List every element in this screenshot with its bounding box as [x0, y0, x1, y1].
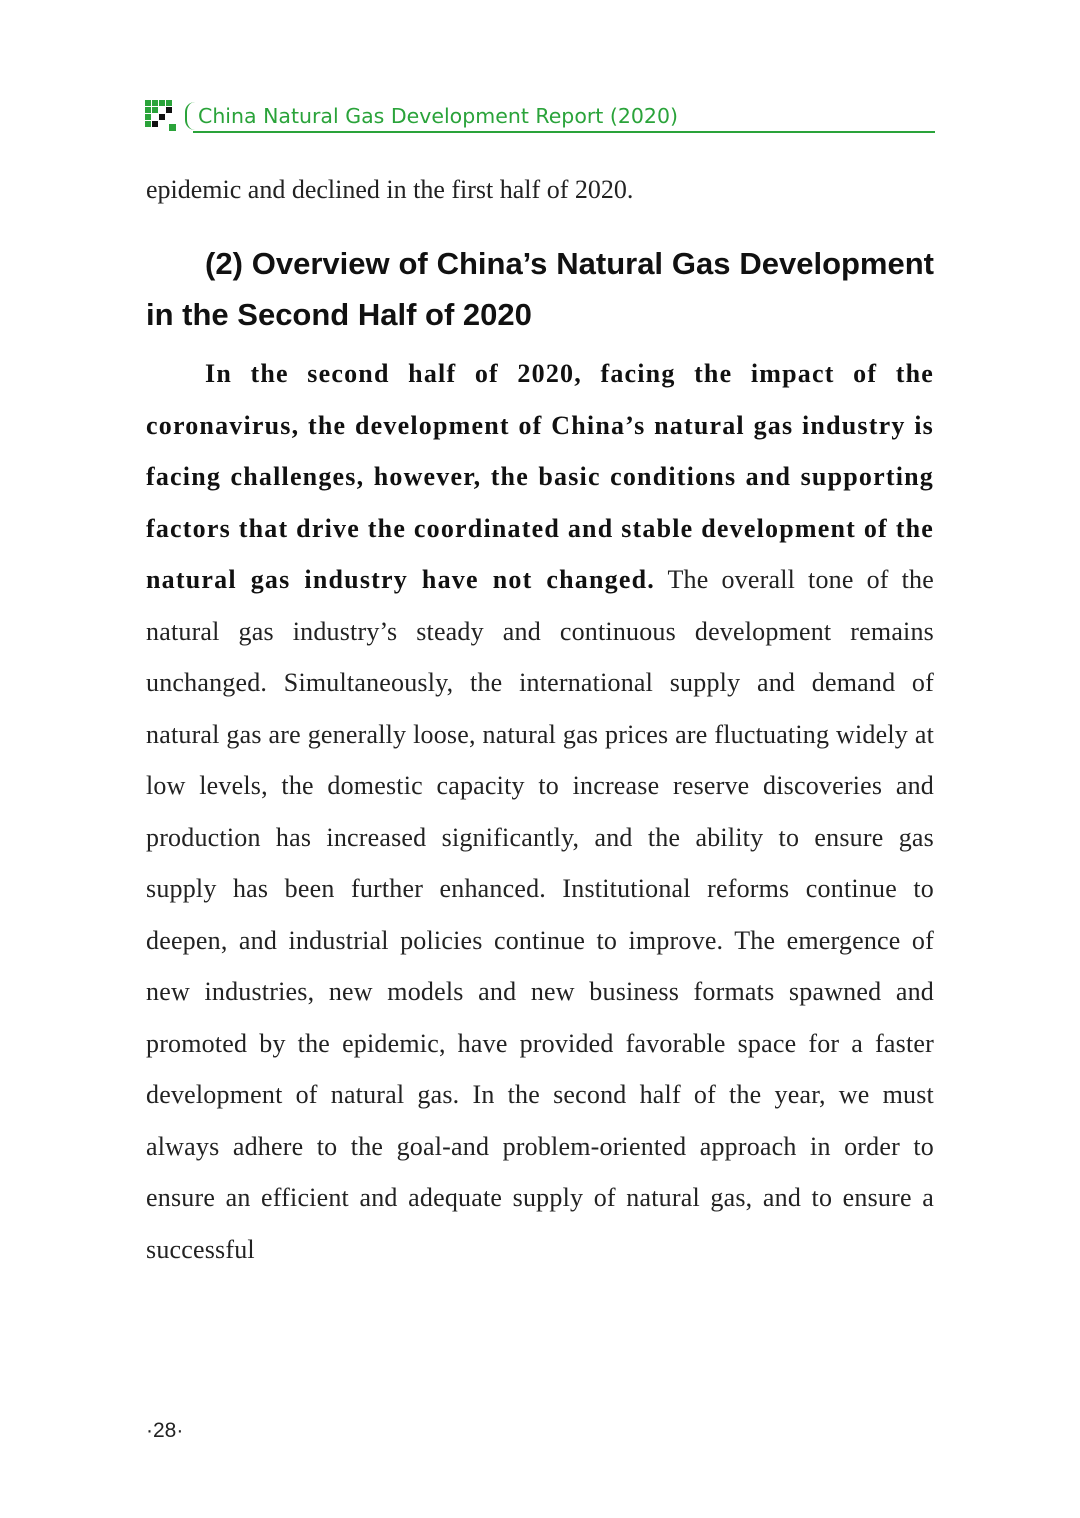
body-paragraph: [146, 348, 934, 1275]
running-header: [145, 100, 935, 134]
header-bracket: [185, 102, 197, 130]
bold-intro: In the second half of 2020, facing the impact of the coronavirus, the development of China’s natural gas industry is facing challenges, however, the basic conditions and supporting factors that drive the coordinated and stable development of the natural gas industry have not changed.: [146, 359, 934, 594]
page-number: ·28·: [146, 1419, 184, 1442]
section-heading: (2) Overview of China’s Natural Gas Development in the Second Half of 2020: [146, 246, 934, 332]
lead-text: epidemic and declined in the first half of 2020.: [146, 175, 634, 204]
body-text: The overall tone of the natural gas industry’s steady and continuous development remains unchanged. Simultaneously, the international supply and demand of natural gas are generally loose, natural gas prices are fluctuating widely at low levels, the domestic capacity to increase reserve discoveries and production has increased significantly, and the ability to ensure gas supply has been further enhanced. Institutional reforms continue to deepen, and industrial policies continue to improve. The emergence of new industries, new models and new business formats spawned and promoted by the epidemic, have provided favorable space for a faster development of natural gas. In the second half of the year, we must always adhere to the goal-and problem-oriented approach in order to ensure an efficient and adequate supply of natural gas, and to ensure a successful: [146, 565, 934, 1264]
header-rule: [193, 131, 935, 133]
header-title: China Natural Gas Development Report (2020): [198, 104, 679, 128]
pixel-grid-logo-icon: [145, 100, 177, 132]
